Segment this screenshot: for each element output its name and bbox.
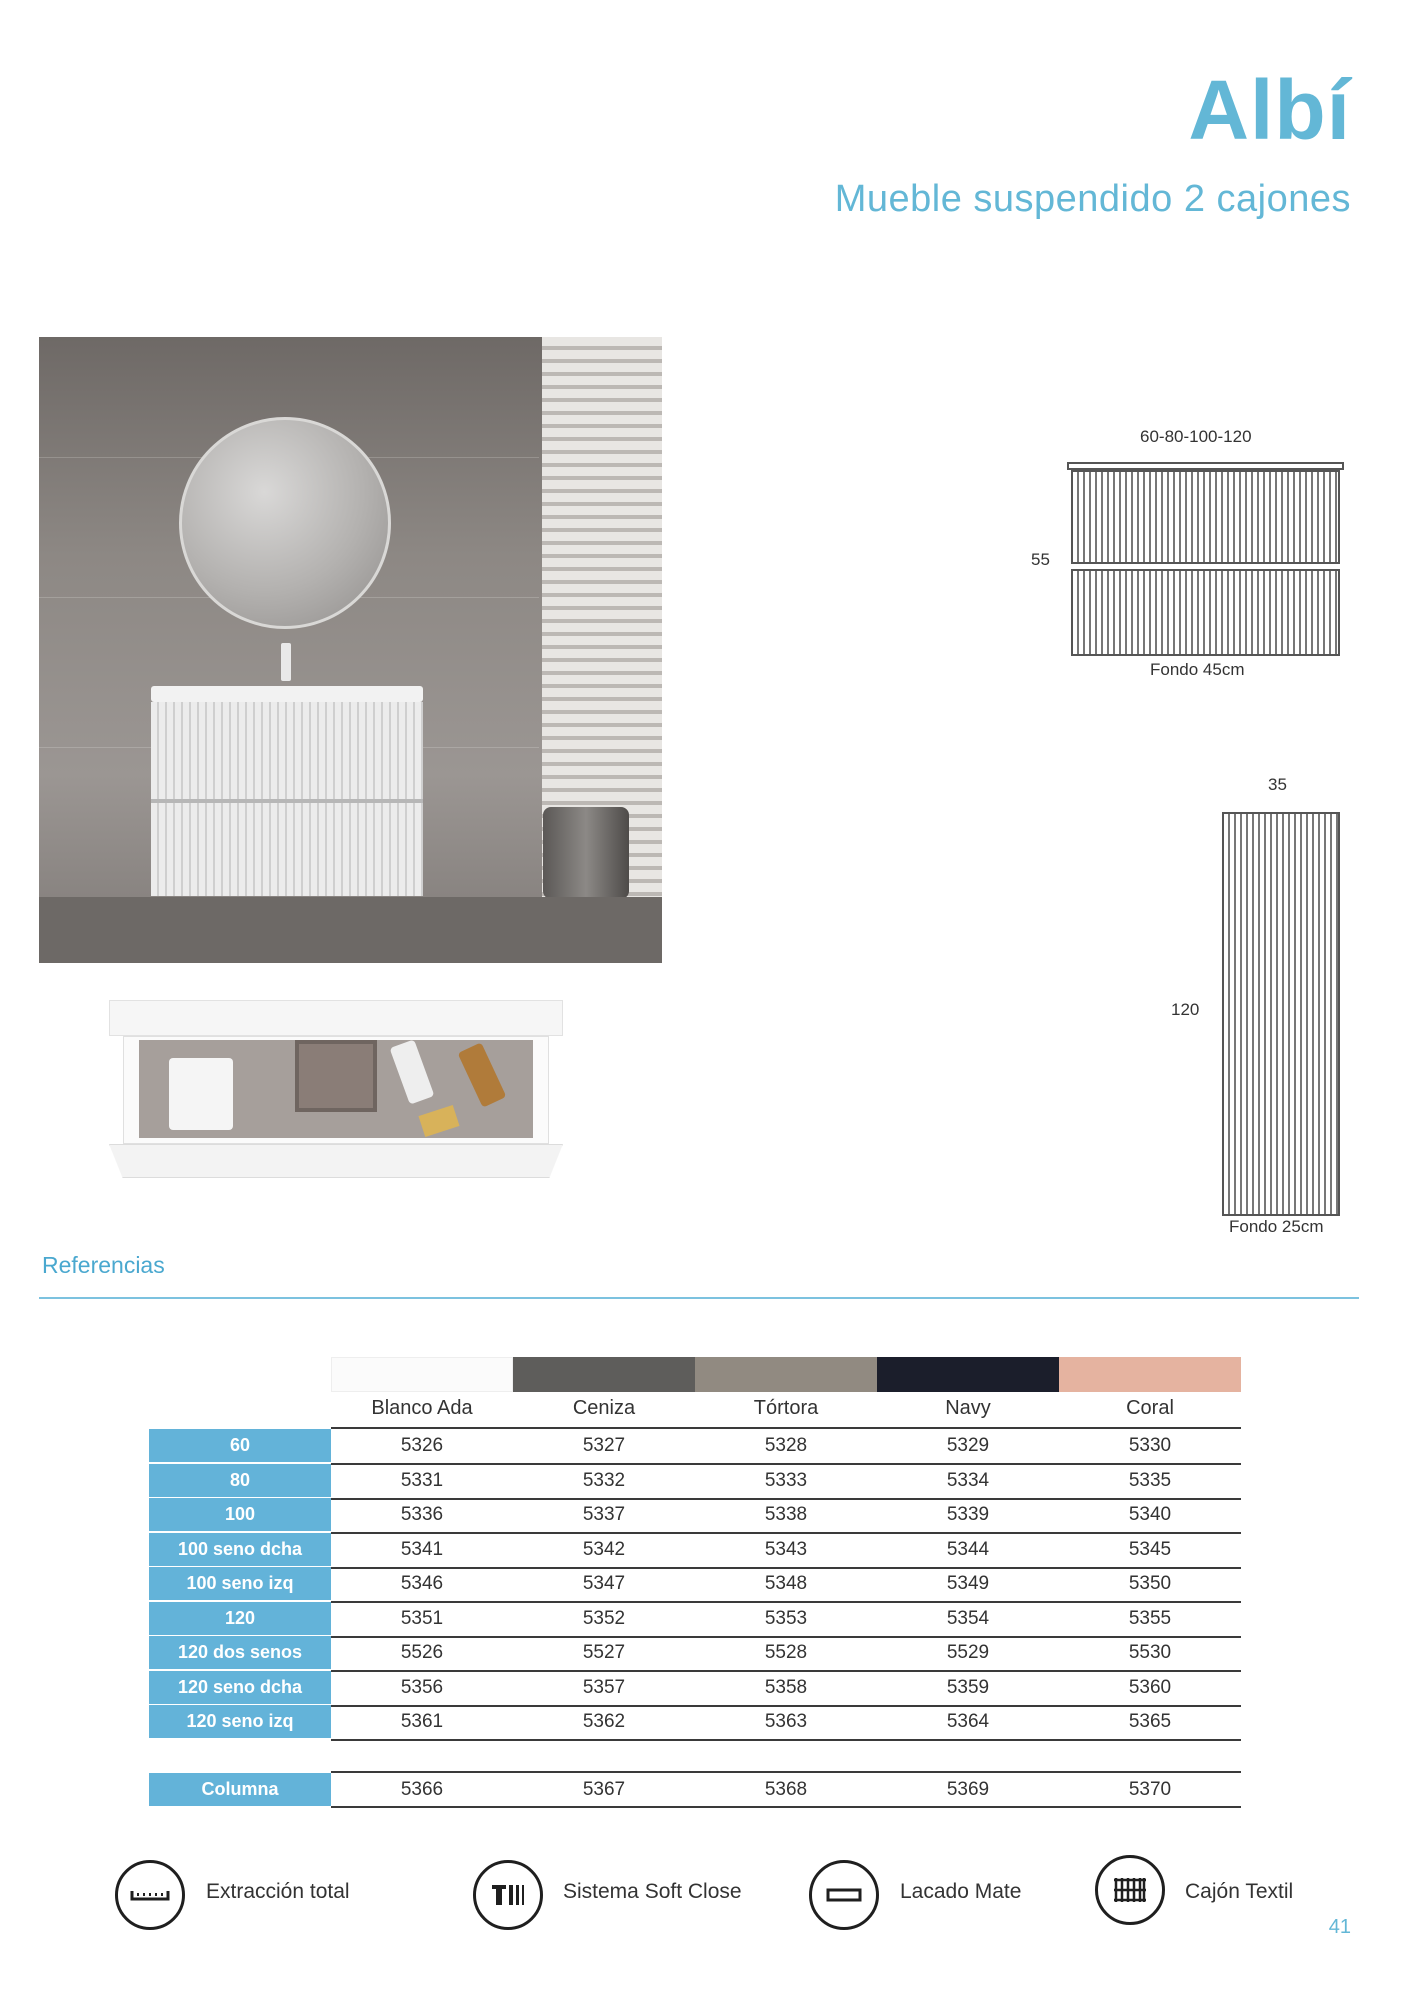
reference-code: 5342 <box>582 1539 626 1560</box>
reference-code: 5336 <box>400 1504 444 1525</box>
reference-code: 5362 <box>582 1711 626 1732</box>
reference-code: 5337 <box>582 1504 626 1525</box>
reference-code: 5368 <box>764 1779 808 1800</box>
cabinet-depth-label: Fondo 45cm <box>1150 660 1245 679</box>
feature-label: Sistema Soft Close <box>563 1880 742 1903</box>
reference-code: 5350 <box>1128 1573 1172 1594</box>
column-header: Tórtora <box>753 1397 819 1419</box>
textile-drawer-icon <box>1095 1855 1165 1925</box>
floor <box>39 897 662 963</box>
open-drawer-photo <box>109 1000 563 1178</box>
reference-code: 5527 <box>582 1642 626 1663</box>
reference-code: 5526 <box>400 1642 444 1663</box>
reference-code: 5335 <box>1128 1470 1172 1491</box>
column-header: Coral <box>1126 1397 1174 1419</box>
reference-code: 5331 <box>400 1470 444 1491</box>
reference-code: 5528 <box>764 1642 808 1663</box>
color-swatch-tortora <box>695 1357 877 1392</box>
column-height-label: 120 <box>1171 1000 1200 1019</box>
faucet <box>281 643 291 681</box>
reference-code: 5370 <box>1128 1779 1172 1800</box>
washbasin <box>151 686 423 702</box>
reference-code: 5354 <box>946 1608 990 1629</box>
reference-code: 5348 <box>764 1573 808 1594</box>
reference-code: 5334 <box>946 1470 990 1491</box>
reference-code: 5530 <box>1128 1642 1172 1663</box>
table-rule <box>331 1739 1241 1741</box>
references-title: Referencias <box>42 1252 165 1278</box>
row-label: 100 seno izq <box>149 1567 331 1600</box>
reference-code: 5329 <box>946 1435 990 1456</box>
column-depth-label: Fondo 25cm <box>1229 1217 1324 1236</box>
reference-code: 5367 <box>582 1779 626 1800</box>
full-extraction-icon <box>115 1860 185 1930</box>
row-label: 100 seno dcha <box>149 1533 331 1566</box>
reference-code: 5347 <box>582 1573 626 1594</box>
color-swatch-ceniza <box>513 1357 695 1392</box>
reference-code: 5344 <box>946 1539 990 1560</box>
reference-code: 5351 <box>400 1608 444 1629</box>
reference-code: 5361 <box>400 1711 444 1732</box>
color-swatch-navy <box>877 1357 1059 1392</box>
row-label: 120 dos senos <box>149 1636 331 1669</box>
reference-code: 5363 <box>764 1711 808 1732</box>
page-subtitle: Mueble suspendido 2 cajones <box>834 178 1351 220</box>
reference-code: 5358 <box>764 1677 808 1698</box>
row-label: 120 seno izq <box>149 1705 331 1738</box>
reference-code: 5332 <box>582 1470 626 1491</box>
reference-code: 5346 <box>400 1573 444 1594</box>
reference-code: 5352 <box>582 1608 626 1629</box>
cabinet-drawing <box>1067 462 1344 656</box>
reference-code: 5355 <box>1128 1608 1172 1629</box>
reference-code: 5366 <box>400 1779 444 1800</box>
page-number: 41 <box>1328 1916 1351 1938</box>
color-swatch-coral <box>1059 1357 1241 1392</box>
stool <box>543 807 629 899</box>
reference-code: 5326 <box>400 1435 444 1456</box>
color-swatch-blanco-ada <box>331 1357 513 1392</box>
page-title: Albí <box>1188 63 1351 157</box>
feature-label: Lacado Mate <box>900 1880 1022 1903</box>
row-label: 100 <box>149 1498 331 1531</box>
feature-label: Extracción total <box>206 1880 350 1903</box>
reference-code: 5343 <box>764 1539 808 1560</box>
reference-code: 5369 <box>946 1779 990 1800</box>
product-photo <box>39 337 662 963</box>
reference-code: 5333 <box>764 1470 808 1491</box>
reference-code: 5353 <box>764 1608 808 1629</box>
references-divider <box>39 1297 1359 1299</box>
tray <box>295 1040 377 1112</box>
towel <box>169 1058 233 1130</box>
reference-code: 5340 <box>1128 1504 1172 1525</box>
column-drawing <box>1222 812 1340 1216</box>
cabinet-height-label: 55 <box>1031 550 1050 569</box>
row-label: 120 seno dcha <box>149 1671 331 1704</box>
row-label: 80 <box>149 1464 331 1497</box>
reference-code: 5330 <box>1128 1435 1172 1456</box>
row-label: 120 <box>149 1602 331 1635</box>
reference-code: 5345 <box>1128 1539 1172 1560</box>
cabinet-width-label: 60-80-100-120 <box>1140 427 1252 446</box>
reference-code: 5529 <box>946 1642 990 1663</box>
reference-code: 5365 <box>1128 1711 1172 1732</box>
soft-close-icon <box>473 1860 543 1930</box>
reference-code: 5364 <box>946 1711 990 1732</box>
reference-code: 5356 <box>400 1677 444 1698</box>
column-header: Navy <box>945 1397 991 1419</box>
column-header: Blanco Ada <box>371 1397 473 1419</box>
reference-code: 5328 <box>764 1435 808 1456</box>
column-header: Ceniza <box>572 1397 636 1419</box>
reference-code: 5349 <box>946 1573 990 1594</box>
reference-code: 5327 <box>582 1435 626 1456</box>
reference-code: 5360 <box>1128 1677 1172 1698</box>
column-width-label: 35 <box>1268 775 1287 794</box>
reference-code: 5339 <box>946 1504 990 1525</box>
reference-code: 5357 <box>582 1677 626 1698</box>
row-label: 60 <box>149 1429 331 1462</box>
reference-code: 5359 <box>946 1677 990 1698</box>
reference-code: 5341 <box>400 1539 444 1560</box>
row-label: Columna <box>149 1773 331 1806</box>
matte-lacquer-icon <box>809 1860 879 1930</box>
round-mirror <box>179 417 391 629</box>
feature-label: Cajón Textil <box>1185 1880 1294 1903</box>
table-rule <box>331 1806 1241 1808</box>
reference-code: 5338 <box>764 1504 808 1525</box>
